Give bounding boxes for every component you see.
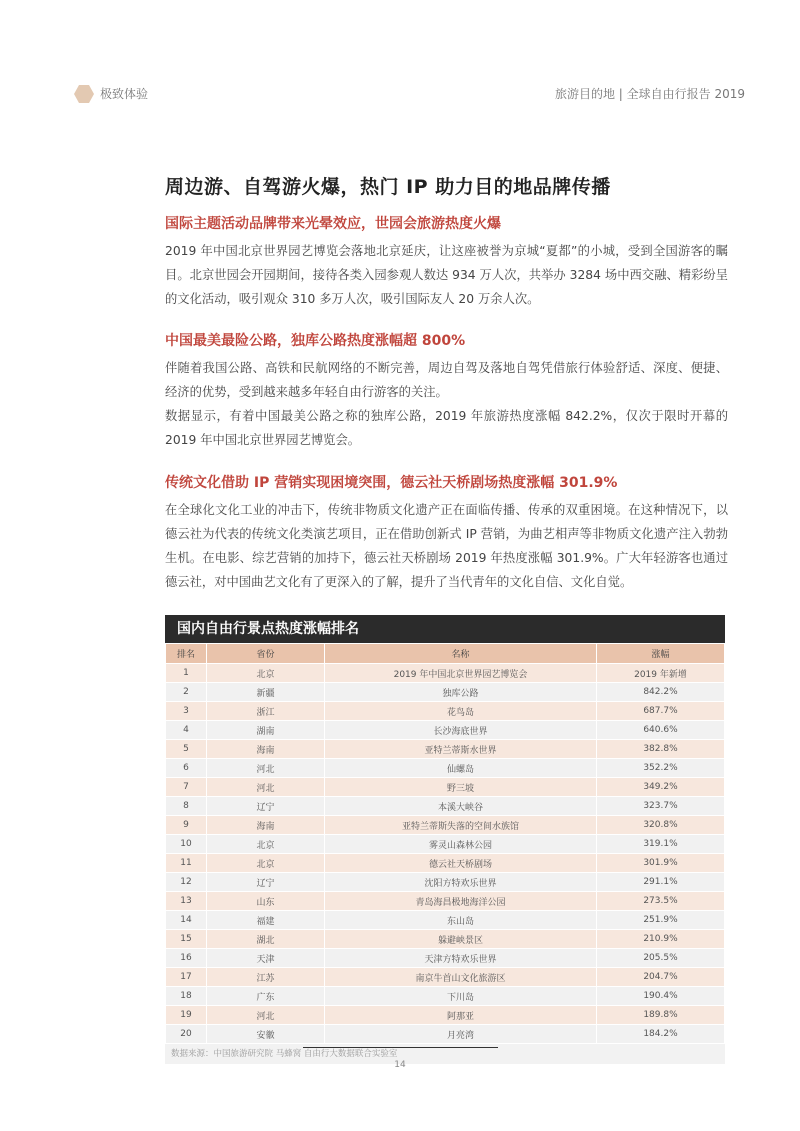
section-paragraph: 数据显示，有着中国最美公路之称的独库公路，2019 年旅游热度涨幅 842.2%，仅次于限时开幕的 2019 年中国北京世界园艺博览会。 (165, 409, 728, 447)
table-row (166, 778, 725, 797)
table-cell: 13 (166, 892, 207, 911)
table-cell: 躲避峡景区 (325, 930, 597, 949)
table-cell: 352.2% (597, 759, 725, 778)
table-cell: 11 (166, 854, 207, 873)
table-cell: 190.4% (597, 987, 725, 1006)
table-cell: 9 (166, 816, 207, 835)
table-cell: 2019 年中国北京世界园艺博览会 (325, 664, 597, 683)
table-cell: 12 (166, 873, 207, 892)
table-cell: 205.5% (597, 949, 725, 968)
table-cell: 湖南 (207, 721, 325, 740)
table-cell: 辽宁 (207, 797, 325, 816)
table-cell: 210.9% (597, 930, 725, 949)
table-cell: 184.2% (597, 1025, 725, 1044)
table-cell: 独库公路 (325, 683, 597, 702)
table-cell: 4 (166, 721, 207, 740)
table-cell: 沈阳方特欢乐世界 (325, 873, 597, 892)
table-cell: 天津方特欢乐世界 (325, 949, 597, 968)
ranking-table (165, 615, 725, 1064)
section-paragraph: 伴随着我国公路、高铁和民航网络的不断完善，周边自驾及落地自驾凭借旅行体验舒适、深度、便捷、经济的优势，受到越来越多年轻自由行游客的关注。 (165, 361, 728, 399)
table-row (166, 721, 725, 740)
table-cell: 20 (166, 1025, 207, 1044)
table-cell: 319.1% (597, 835, 725, 854)
table-cell: 山东 (207, 892, 325, 911)
table-cell: 189.8% (597, 1006, 725, 1025)
section-expo (165, 213, 728, 311)
table-cell: 天津 (207, 949, 325, 968)
table-cell: 842.2% (597, 683, 725, 702)
table-cell: 8 (166, 797, 207, 816)
table-cell: 新疆 (207, 683, 325, 702)
table-title: 国内自由行景点热度涨幅排名 (165, 615, 725, 643)
table-cell: 3 (166, 702, 207, 721)
column-header: 涨幅 (597, 644, 725, 664)
section-paragraph: 在全球化文化工业的冲击下，传统非物质文化遗产正在面临传播、传承的双重困境。在这种情况下，以德云社为代表的传统文化类演艺项目，正在借助创新式 IP 营销，为曲艺相声等非物质文化遗产注入勃勃生机。在电影、综艺营销的加持下，德云社天桥剧场 2019 年热度涨幅 301.9%。广大年轻游客也通过德云社，对中国曲艺文化有了更深入的了解，提升了当代青年的文化自信、文化自觉。 (165, 503, 728, 589)
table-cell: 阿那亚 (325, 1006, 597, 1025)
column-header: 排名 (166, 644, 207, 664)
table-cell: 18 (166, 987, 207, 1006)
table-row (166, 930, 725, 949)
table-header-row (166, 644, 725, 664)
ranking-table-grid (165, 643, 725, 1044)
table-cell: 323.7% (597, 797, 725, 816)
table-cell: 河北 (207, 759, 325, 778)
table-cell: 16 (166, 949, 207, 968)
table-cell: 349.2% (597, 778, 725, 797)
table-cell: 江苏 (207, 968, 325, 987)
table-cell: 海南 (207, 740, 325, 759)
table-row (166, 949, 725, 968)
table-cell: 长沙海底世界 (325, 721, 597, 740)
column-header: 省份 (207, 644, 325, 664)
report-title: 旅游目的地 | 全球自由行报告 2019 (554, 87, 745, 101)
table-cell: 15 (166, 930, 207, 949)
table-row (166, 854, 725, 873)
hexagon-logo-icon (74, 84, 94, 104)
table-row (166, 968, 725, 987)
table-cell: 17 (166, 968, 207, 987)
table-cell: 下川岛 (325, 987, 597, 1006)
table-row (166, 911, 725, 930)
data-source-note: 数据来源：中国旅游研究院 马蜂窝 自由行大数据联合实验室 (165, 1044, 725, 1064)
table-cell: 7 (166, 778, 207, 797)
table-cell: 东山岛 (325, 911, 597, 930)
section-title: 中国最美最险公路，独库公路热度涨幅超 800% (165, 333, 466, 349)
column-header: 名称 (325, 644, 597, 664)
page-title: 周边游、自驾游火爆，热门 IP 助力目的地品牌传播 (165, 176, 611, 198)
table-cell: 德云社天桥剧场 (325, 854, 597, 873)
section-duku-road (165, 330, 728, 452)
page-number: 14 (394, 1060, 406, 1070)
brand-label: 极致体验 (100, 87, 149, 101)
table-cell: 273.5% (597, 892, 725, 911)
table-cell: 2 (166, 683, 207, 702)
table-cell: 亚特兰蒂斯失落的空间水族馆 (325, 816, 597, 835)
table-cell: 291.1% (597, 873, 725, 892)
table-row (166, 816, 725, 835)
table-cell: 382.8% (597, 740, 725, 759)
table-cell: 2019 年新增 (597, 664, 725, 683)
section-deyunshe (165, 472, 728, 594)
table-cell: 1 (166, 664, 207, 683)
table-row (166, 740, 725, 759)
table-cell: 广东 (207, 987, 325, 1006)
table-cell: 海南 (207, 816, 325, 835)
table-row (166, 892, 725, 911)
table-cell: 320.8% (597, 816, 725, 835)
table-cell: 北京 (207, 835, 325, 854)
table-cell: 雾灵山森林公园 (325, 835, 597, 854)
table-cell: 6 (166, 759, 207, 778)
table-cell: 湖北 (207, 930, 325, 949)
table-cell: 河北 (207, 1006, 325, 1025)
table-row (166, 702, 725, 721)
table-cell: 北京 (207, 664, 325, 683)
table-cell: 10 (166, 835, 207, 854)
table-cell: 南京牛首山文化旅游区 (325, 968, 597, 987)
table-row (166, 797, 725, 816)
table-cell: 251.9% (597, 911, 725, 930)
table-cell: 687.7% (597, 702, 725, 721)
table-cell: 仙螺岛 (325, 759, 597, 778)
table-cell: 北京 (207, 854, 325, 873)
table-cell: 青岛海昌极地海洋公园 (325, 892, 597, 911)
table-cell: 19 (166, 1006, 207, 1025)
table-row (166, 1006, 725, 1025)
table-cell: 安徽 (207, 1025, 325, 1044)
section-paragraph: 2019 年中国北京世界园艺博览会落地北京延庆，让这座被誉为京城“夏都”的小城，受到全国游客的瞩目。北京世园会开园期间，接待各类入园参观人数达 934 万人次，共举办 3284 场中西交融、精彩纷呈的文化活动，吸引观众 310 多万人次，吸引国际友人 20 万余人次。 (165, 244, 728, 306)
table-cell: 亚特兰蒂斯水世界 (325, 740, 597, 759)
table-cell: 辽宁 (207, 873, 325, 892)
section-title: 国际主题活动品牌带来光晕效应，世园会旅游热度火爆 (165, 216, 501, 232)
table-row (166, 664, 725, 683)
table-row (166, 683, 725, 702)
table-row (166, 873, 725, 892)
table-row (166, 835, 725, 854)
table-cell: 301.9% (597, 854, 725, 873)
table-cell: 14 (166, 911, 207, 930)
table-row (166, 759, 725, 778)
table-row (166, 987, 725, 1006)
table-cell: 花鸟岛 (325, 702, 597, 721)
section-title: 传统文化借助 IP 营销实现困境突围，德云社天桥剧场热度涨幅 301.9% (165, 475, 618, 491)
table-cell: 640.6% (597, 721, 725, 740)
table-cell: 5 (166, 740, 207, 759)
table-cell: 野三坡 (325, 778, 597, 797)
table-cell: 月亮湾 (325, 1025, 597, 1044)
footer-divider (303, 1047, 498, 1048)
table-row (166, 1025, 725, 1044)
table-cell: 浙江 (207, 702, 325, 721)
table-cell: 福建 (207, 911, 325, 930)
table-cell: 河北 (207, 778, 325, 797)
table-cell: 204.7% (597, 968, 725, 987)
page-header (0, 0, 800, 120)
table-cell: 本溪大峡谷 (325, 797, 597, 816)
